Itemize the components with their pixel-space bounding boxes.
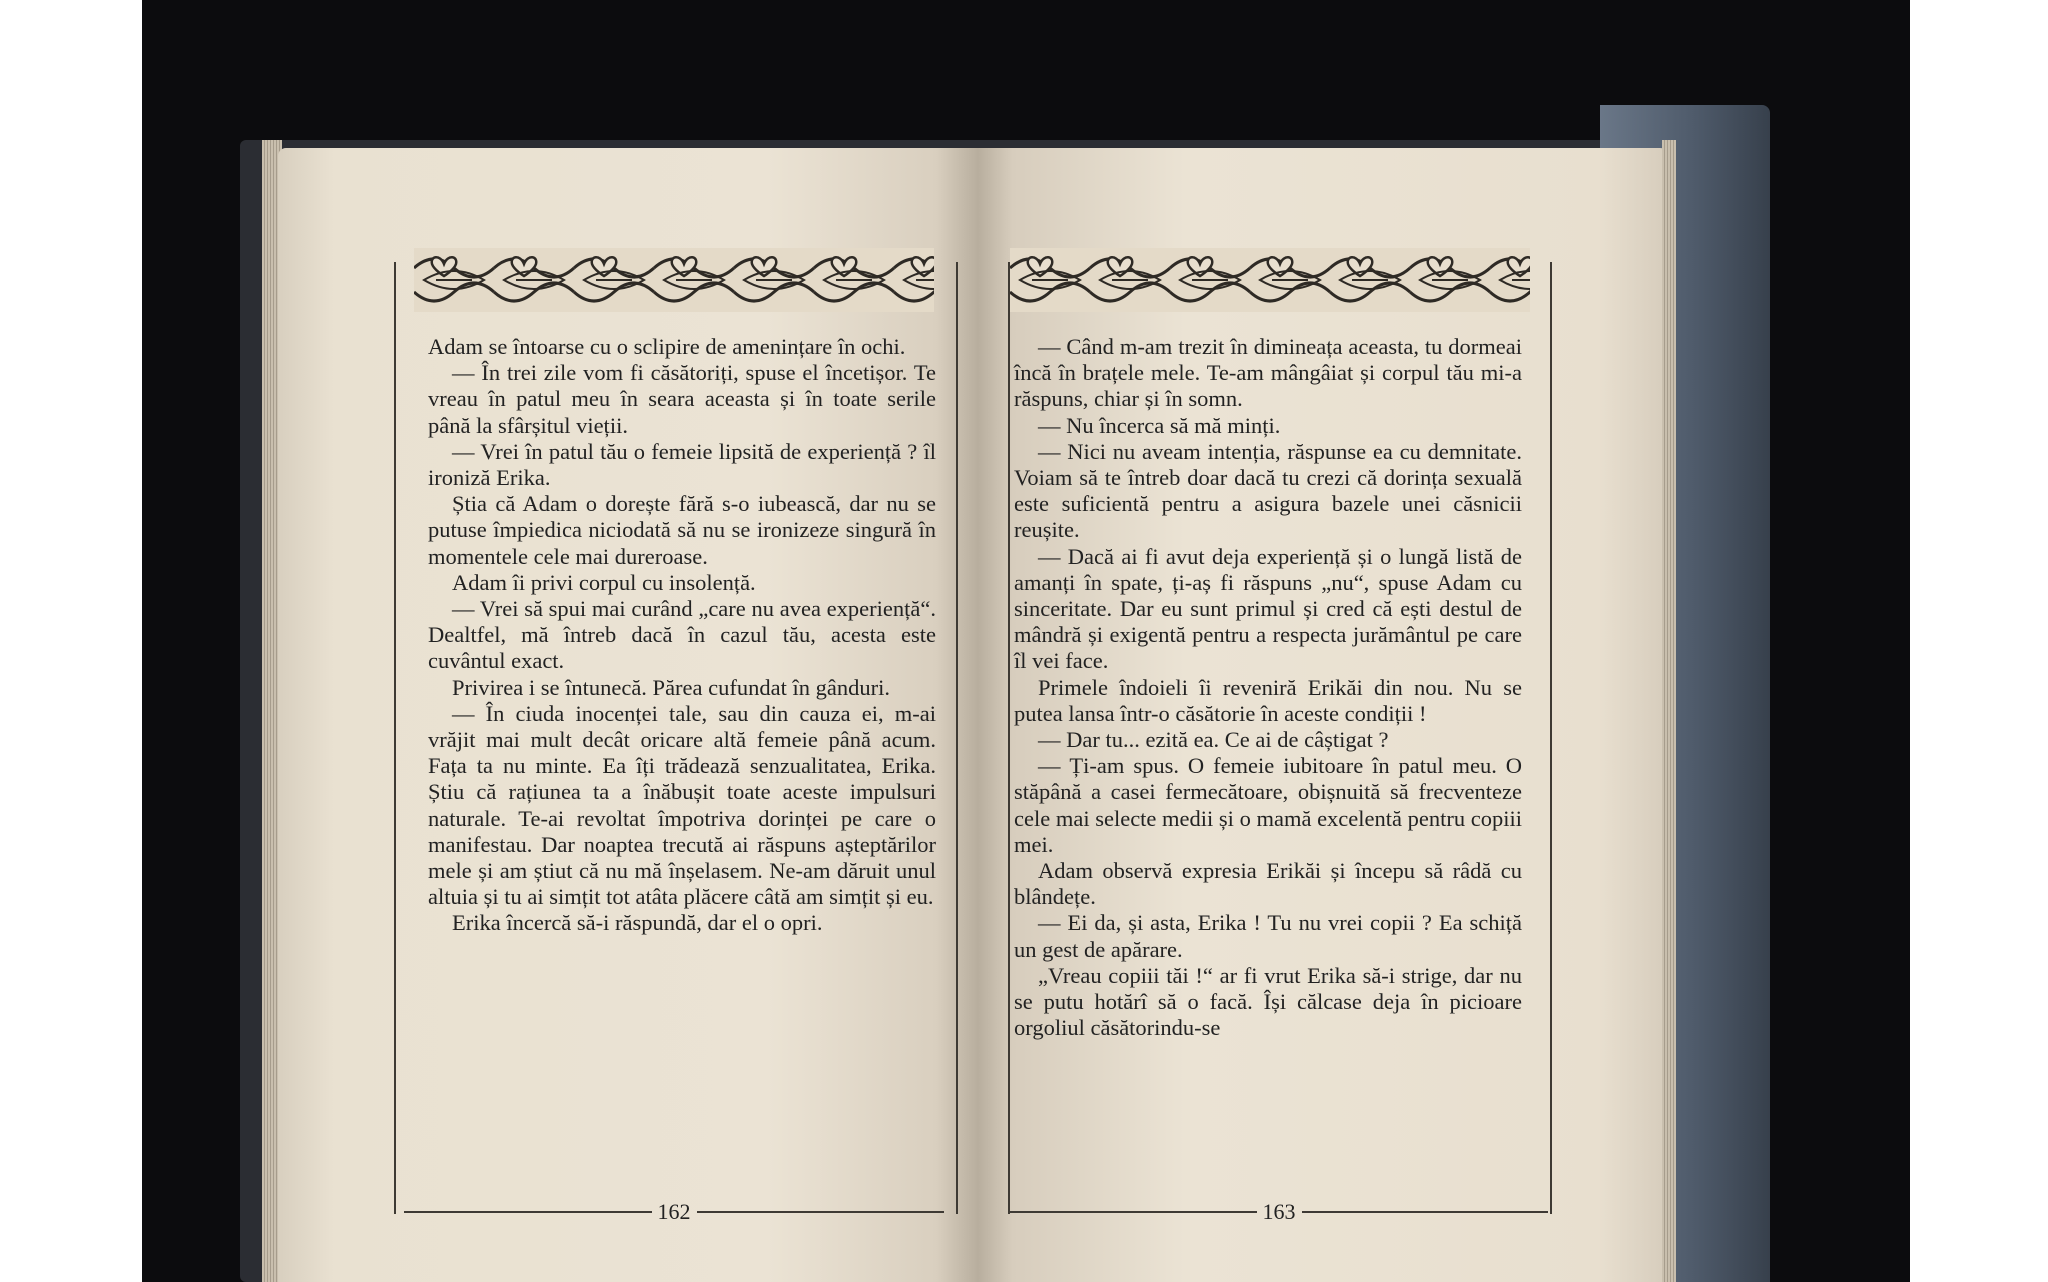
left-page-text [428, 334, 936, 937]
paragraph: — Când m-am trezit în dimineața aceasta, tu dormeai încă în brațele mele. Te-am mângâiat și corpul tău mi-a răspuns, chiar și în somn. [1014, 334, 1522, 412]
left-page-footer [404, 1198, 944, 1226]
paragraph: — Nici nu aveam intenția, răspunse ea cu demnitate. Voiam să te întreb doar dacă tu crezi că dorința sexuală este suficientă pentru a asigura bazele unei căsnicii reușite. [1014, 438, 1522, 543]
paragraph: Adam se întoarse cu o sclipire de amenințare în ochi. [428, 334, 906, 359]
paragraph: — Dar tu... ezită ea. Ce ai de câștigat ? [1038, 727, 1389, 753]
right-page-footer [1010, 1198, 1548, 1226]
footer-rule [697, 1211, 945, 1213]
paragraph: Adam observă expresia Erikăi și începu să râdă cu blândețe. [1014, 858, 1522, 910]
paragraph: „Vreau copiii tăi !“ ar fi vrut Erika să-i strige, dar nu se putu hotărî să o facă. Își călcase deja în picioare orgoliul căsătorindu-se [1014, 962, 1522, 1041]
paragraph: — Ți-am spus. O femeie iubitoare în patul meu. O stăpână a casei fermecătoare, obișnuită să frecventeze cele mai selecte medii și o mamă excelentă pentru copiii mei. [1014, 753, 1522, 857]
footer-rule [1302, 1211, 1549, 1213]
paragraph: — Ei da, și asta, Erika ! Tu nu vrei copii ? Ea schiță un gest de apărare. [1014, 910, 1522, 962]
paragraph: Știa că Adam o dorește fără s-o iubească, dar nu se putuse împiedica niciodată să nu se ironizeze singură în momentele cele mai dureroase. [428, 491, 936, 569]
paragraph: — Dacă ai fi avut deja experiență și o lungă listă de amanți în spate, ți-aș fi răspuns „nu“, spuse Adam cu sinceritate. Dar eu sunt primul și cred că ești destul de mândră și exigentă pentru a respecta jurământul pe care îl vei face. [1014, 543, 1522, 674]
page-number: 162 [657, 1199, 691, 1224]
footer-rule [404, 1211, 652, 1213]
page-edges-right [1662, 140, 1676, 1282]
paragraph: — În trei zile vom fi căsătoriți, spuse el încetișor. Te vreau în patul meu în seara aceasta și în toate serile până la sfârșitul vieții. [428, 360, 936, 438]
heart-scroll-ornament-icon [1010, 248, 1530, 312]
paragraph: Privirea i se întunecă. Părea cufundat în gânduri. [452, 674, 890, 700]
page-number: 163 [1262, 1199, 1296, 1224]
right-page-text [1014, 334, 1522, 1041]
paragraph: — Vrei în patul tău o femeie lipsită de experiență ? îl ironiză Erika. [428, 438, 936, 491]
heart-scroll-ornament-icon [414, 248, 934, 312]
paragraph: — Nu încerca să mă minți. [1038, 412, 1281, 438]
paragraph: — În ciuda inocenței tale, sau din cauza ei, m-ai vrăjit mai mult decât oricare altă femeie până acum. Fața ta nu minte. Ea îți trădează senzualitatea, Erika. Știu că rațiunea ta a înăbușit toate aceste impulsuri naturale. Te-ai revoltat împotriva dorinței pe care o manifestau. Dar noaptea trecută ai răspuns așteptărilor mele și am știut că nu mă înșelasem. Ne-am dăruit unul altuia și tu ai simțit tot atâta plăcere câtă am simțit și eu. [428, 700, 936, 910]
paragraph: Erika încercă să-i răspundă, dar el o opri. [452, 910, 823, 936]
footer-rule [1010, 1211, 1257, 1213]
paragraph: Primele îndoieli îi reveniră Erikăi din nou. Nu se putea lansa într-o căsătorie în aceste condiții ! [1014, 674, 1522, 726]
paragraph: — Vrei să spui mai curând „care nu avea experiență“. Dealtfel, mă întreb dacă în cazul tău, acesta este cuvântul exact. [428, 596, 936, 674]
paragraph: Adam îi privi corpul cu insolență. [452, 569, 756, 595]
